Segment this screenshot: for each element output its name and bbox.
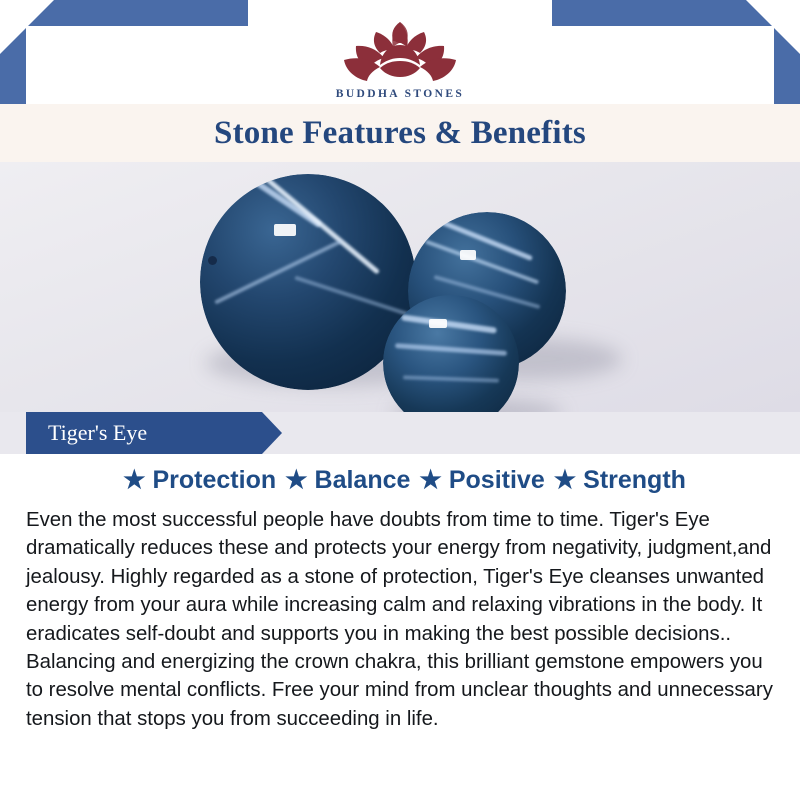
brand-name: BUDDHA STONES — [335, 88, 465, 100]
stone-name-tab — [26, 412, 262, 454]
specular-highlight — [274, 224, 296, 236]
description-text: Even the most successful people have doubts from time to time. Tiger's Eye dramatically reduces these and protects your energy from negativity, judgment,and jealousy. Highly regarded as a stone of protection, Tiger's Eye cleanses unwanted energy from your aura while increasing calm and relaxing vibrations in the body. It eradicates self-doubt and supports you in making the best possible decisions.. Balancing and energizing the crown chakra, this brilliant gemstone empowers you to resolve mental conflicts. Free your mind from unclear thoughts and unnecessary tension that stops you from succeeding in life. — [26, 509, 773, 730]
star-icon: ★ — [553, 465, 577, 494]
benefit-item — [114, 466, 276, 495]
benefit-item — [545, 466, 686, 495]
drill-hole — [208, 256, 217, 265]
lotus-buddha-icon — [336, 14, 464, 86]
stone-photo — [0, 162, 800, 412]
benefit-label: Balance — [314, 465, 411, 494]
page-title: Stone Features & Benefits — [214, 115, 586, 151]
benefit-label: Protection — [152, 465, 277, 494]
star-icon: ★ — [419, 465, 442, 494]
benefit-item — [410, 466, 544, 495]
brand-logo — [0, 14, 800, 100]
stone-name-label: Tiger's Eye — [48, 420, 148, 445]
benefit-label: Positive — [448, 465, 545, 494]
benefit-label: Strength — [583, 465, 686, 494]
star-icon: ★ — [123, 465, 146, 494]
benefit-item — [276, 466, 410, 495]
benefits-row — [0, 458, 800, 502]
specular-highlight — [460, 250, 476, 260]
star-icon: ★ — [285, 465, 308, 494]
specular-highlight — [429, 319, 447, 328]
